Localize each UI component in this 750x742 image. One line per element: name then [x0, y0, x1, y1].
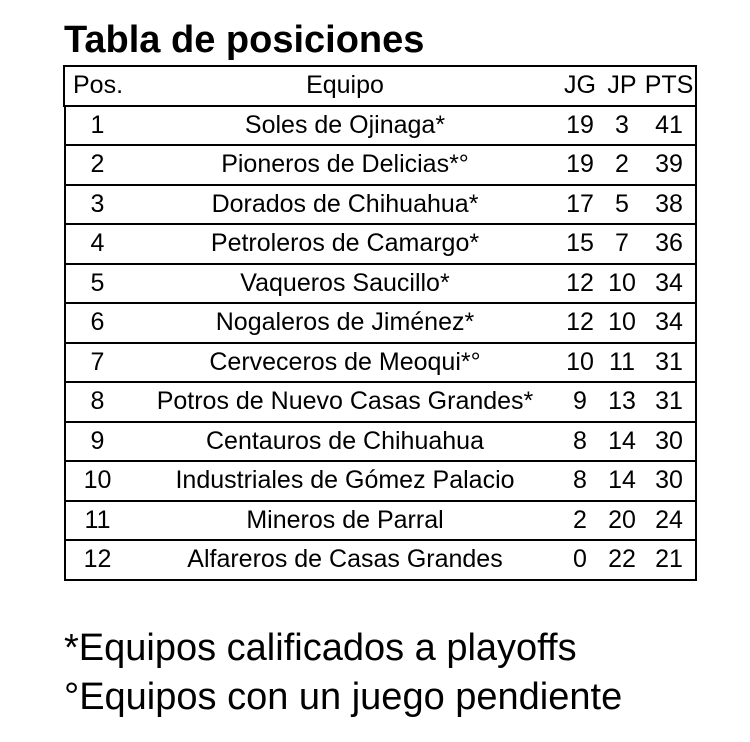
- cell-pos: 12: [64, 540, 131, 580]
- header-pos: Pos.: [64, 66, 131, 106]
- cell-jg: 0: [559, 540, 601, 580]
- cell-jp: 13: [601, 382, 643, 422]
- cell-pts: 38: [643, 185, 696, 225]
- cell-jp: 20: [601, 501, 643, 541]
- cell-pts: 21: [643, 540, 696, 580]
- cell-jg: 10: [559, 343, 601, 383]
- header-pts: PTS: [643, 66, 696, 106]
- cell-pos: 9: [64, 422, 131, 462]
- cell-pts: 30: [643, 461, 696, 501]
- cell-team: Dorados de Chihuahua*: [131, 185, 559, 225]
- cell-jp: 7: [601, 224, 643, 264]
- cell-pts: 24: [643, 501, 696, 541]
- pending-game-note: °Equipos con un juego pendiente: [64, 676, 623, 718]
- cell-jp: 22: [601, 540, 643, 580]
- cell-pts: 36: [643, 224, 696, 264]
- cell-jp: 10: [601, 264, 643, 304]
- cell-jp: 5: [601, 185, 643, 225]
- table-row: [64, 303, 696, 343]
- cell-jp: 10: [601, 303, 643, 343]
- table-row: [64, 264, 696, 304]
- cell-team: Vaqueros Saucillo*: [131, 264, 559, 304]
- cell-pos: 10: [64, 461, 131, 501]
- table-row: [64, 343, 696, 383]
- cell-jg: 17: [559, 185, 601, 225]
- cell-team: Potros de Nuevo Casas Grandes*: [131, 382, 559, 422]
- cell-pos: 1: [64, 106, 131, 146]
- cell-team: Centauros de Chihuahua: [131, 422, 559, 462]
- cell-pts: 34: [643, 264, 696, 304]
- cell-jg: 15: [559, 224, 601, 264]
- cell-pts: 31: [643, 382, 696, 422]
- cell-pos: 5: [64, 264, 131, 304]
- cell-pos: 7: [64, 343, 131, 383]
- table-row: [64, 461, 696, 501]
- table-row: [64, 382, 696, 422]
- cell-jg: 8: [559, 422, 601, 462]
- cell-pts: 31: [643, 343, 696, 383]
- standings-table: [63, 65, 697, 581]
- cell-jp: 14: [601, 422, 643, 462]
- cell-pos: 2: [64, 145, 131, 185]
- cell-jg: 12: [559, 303, 601, 343]
- cell-pos: 11: [64, 501, 131, 541]
- cell-jg: 9: [559, 382, 601, 422]
- cell-jp: 11: [601, 343, 643, 383]
- cell-team: Soles de Ojinaga*: [131, 106, 559, 146]
- cell-jp: 14: [601, 461, 643, 501]
- cell-team: Nogaleros de Jiménez*: [131, 303, 559, 343]
- playoffs-note: *Equipos calificados a playoffs: [64, 627, 577, 669]
- table-row: [64, 185, 696, 225]
- cell-pos: 4: [64, 224, 131, 264]
- cell-jg: 19: [559, 145, 601, 185]
- table-row: [64, 224, 696, 264]
- cell-pts: 34: [643, 303, 696, 343]
- cell-jp: 3: [601, 106, 643, 146]
- cell-jp: 2: [601, 145, 643, 185]
- table-row: [64, 145, 696, 185]
- table-row: [64, 540, 696, 580]
- cell-pos: 6: [64, 303, 131, 343]
- cell-team: Pioneros de Delicias*°: [131, 145, 559, 185]
- header-team: Equipo: [131, 66, 559, 106]
- cell-pts: 41: [643, 106, 696, 146]
- cell-jg: 2: [559, 501, 601, 541]
- header-jg: JG: [559, 66, 601, 106]
- cell-team: Mineros de Parral: [131, 501, 559, 541]
- cell-pos: 8: [64, 382, 131, 422]
- page-title: Tabla de posiciones: [64, 19, 425, 61]
- cell-team: Cerveceros de Meoqui*°: [131, 343, 559, 383]
- cell-team: Petroleros de Camargo*: [131, 224, 559, 264]
- header-jp: JP: [601, 66, 643, 106]
- cell-pts: 30: [643, 422, 696, 462]
- table-row: [64, 422, 696, 462]
- cell-jg: 19: [559, 106, 601, 146]
- cell-jg: 12: [559, 264, 601, 304]
- table-row: [64, 106, 696, 146]
- cell-jg: 8: [559, 461, 601, 501]
- table-row: [64, 501, 696, 541]
- cell-pts: 39: [643, 145, 696, 185]
- cell-team: Alfareros de Casas Grandes: [131, 540, 559, 580]
- cell-pos: 3: [64, 185, 131, 225]
- table-header-row: [64, 66, 696, 106]
- cell-team: Industriales de Gómez Palacio: [131, 461, 559, 501]
